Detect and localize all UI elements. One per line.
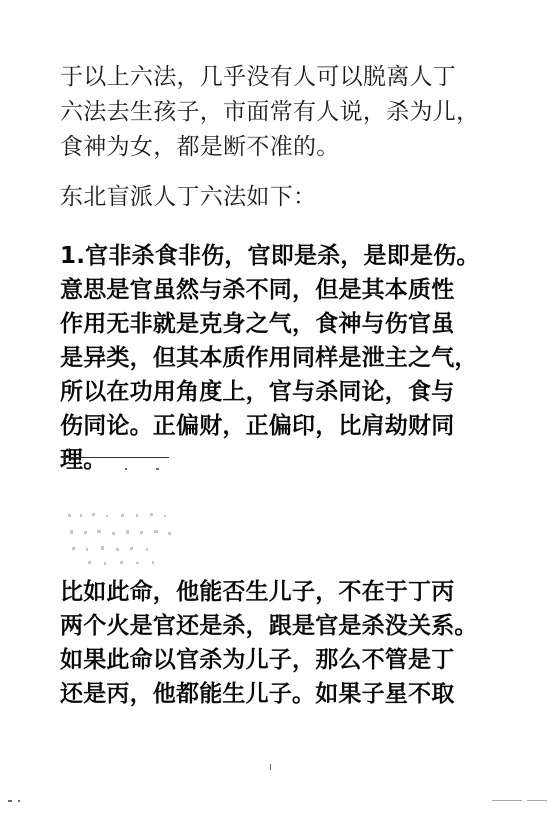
text-line: 伤同论。正偏财，正偏印，比肩劫财同 bbox=[60, 413, 455, 439]
text-line: 如果此命以官杀为儿子，那么不管是丁 bbox=[60, 647, 455, 673]
example-paragraph bbox=[60, 575, 505, 711]
section-heading bbox=[60, 180, 505, 215]
scan-speck bbox=[270, 764, 271, 770]
divider-line bbox=[61, 457, 169, 458]
text-line: 六法去生孩子，市面常有人说，杀为儿， bbox=[60, 99, 480, 125]
scan-speck bbox=[18, 800, 20, 802]
text-line: 作用无非就是克身之气，食神与伤官虽 bbox=[60, 311, 455, 337]
intro-paragraph bbox=[60, 60, 505, 165]
text-line: 东北盲派人丁六法如下： bbox=[60, 184, 317, 210]
scan-speck bbox=[527, 800, 547, 801]
scan-speck bbox=[492, 800, 522, 801]
text-line: 理。 bbox=[60, 447, 107, 473]
text-line: 比如此命，他能否生儿子，不在于丁丙 bbox=[60, 579, 455, 605]
text-line: 1.官非杀食非伤，官即是杀，是即是伤。 bbox=[60, 243, 480, 269]
scan-speck bbox=[8, 800, 12, 802]
text-line: 所以在功用角度上，官与杀同论，食与 bbox=[60, 379, 455, 405]
rule-one-paragraph bbox=[60, 239, 505, 477]
text-line: 于以上六法，几乎没有人可以脱离人丁 bbox=[60, 64, 457, 90]
text-line: 是异类，但其本质作用同样是泄主之气， bbox=[60, 345, 478, 371]
text-line: 食神为女，都是断不准的。 bbox=[60, 134, 340, 160]
text-line: 意思是官虽然与杀不同，但是其本质性 bbox=[60, 277, 455, 303]
scan-speck bbox=[125, 468, 127, 470]
text-line: 还是丙，他都能生儿子。如果子星不取 bbox=[60, 681, 455, 707]
text-line: 两个火是官还是杀，跟是官是杀没关系。 bbox=[60, 613, 478, 639]
scan-speck bbox=[156, 468, 159, 470]
scan-bleed-through bbox=[66, 510, 178, 568]
